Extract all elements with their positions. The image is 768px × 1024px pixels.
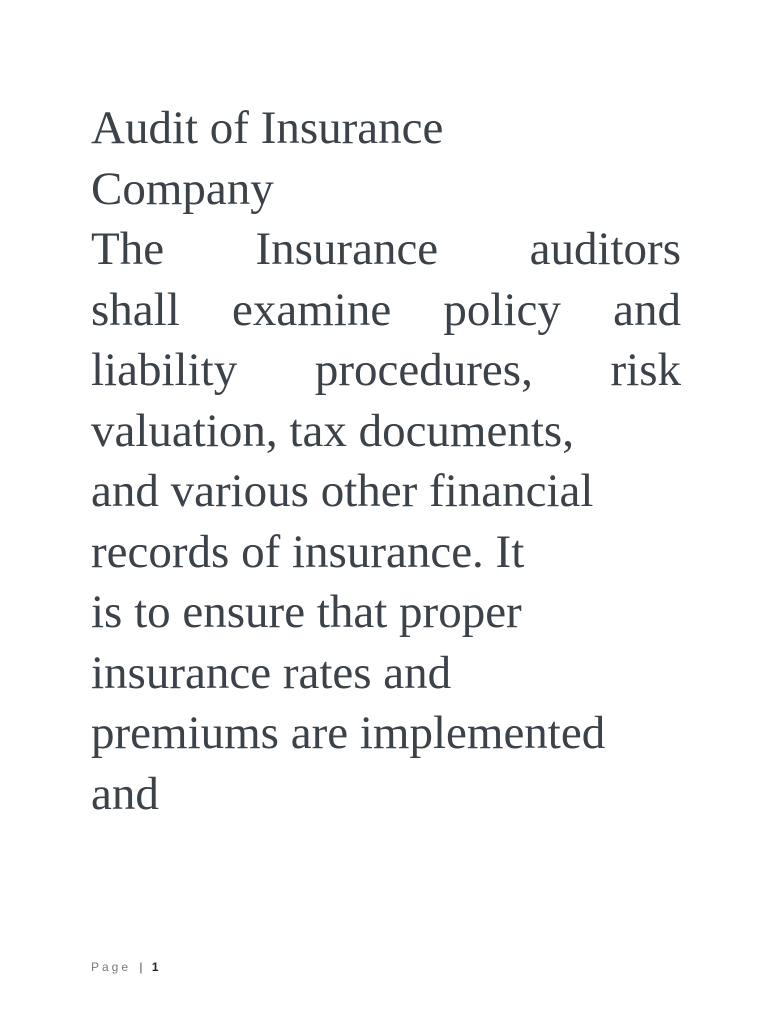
word: liability bbox=[91, 344, 238, 396]
word: auditors bbox=[529, 223, 681, 275]
body-line-3 bbox=[91, 340, 681, 401]
title-line-1: Audit of Insurance bbox=[91, 102, 444, 154]
page-footer bbox=[91, 960, 159, 974]
word: and bbox=[613, 283, 681, 336]
body-line-2 bbox=[91, 280, 681, 341]
body-line-9: premiums are implemented bbox=[91, 707, 606, 759]
body-line-4: valuation, tax documents, bbox=[91, 404, 574, 457]
page-label: Page bbox=[91, 960, 132, 974]
word: The bbox=[91, 223, 165, 275]
body-line-7: is to ensure that proper bbox=[91, 586, 522, 638]
page-number: 1 bbox=[151, 960, 159, 974]
word: procedures, bbox=[314, 344, 533, 396]
word: shall bbox=[91, 283, 180, 336]
word: risk bbox=[610, 344, 681, 396]
word: policy bbox=[443, 283, 561, 336]
body-line-10: and bbox=[91, 767, 159, 820]
word: Insurance bbox=[255, 223, 439, 275]
word: examine bbox=[232, 283, 392, 336]
body-line-6: records of insurance. It bbox=[91, 525, 525, 578]
title-line-2: Company bbox=[91, 162, 274, 215]
body-line-8: insurance rates and bbox=[91, 646, 452, 699]
body-line-5: and various other financial bbox=[91, 465, 594, 517]
page-separator: | bbox=[139, 960, 143, 974]
document-body bbox=[91, 98, 681, 824]
body-line-1 bbox=[91, 219, 681, 280]
